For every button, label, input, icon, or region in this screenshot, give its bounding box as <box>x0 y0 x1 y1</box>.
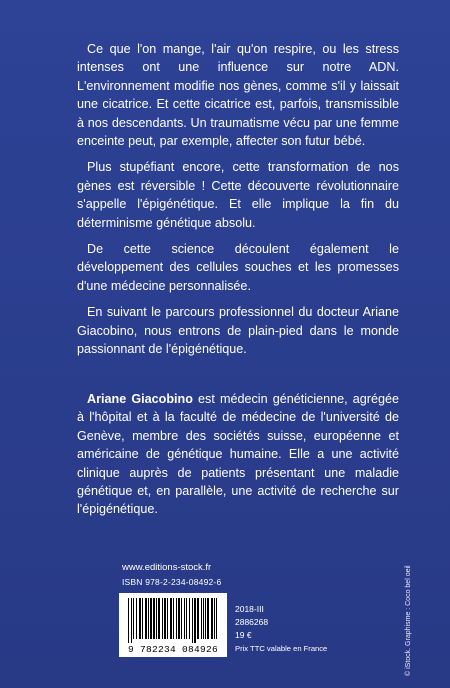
barcode <box>119 593 227 657</box>
author-bio <box>77 390 399 519</box>
back-cover-blurb <box>77 40 399 367</box>
blurb-paragraph-1: Ce que l'on mange, l'air qu'on respire, ou les stress intenses ont une influence sur notre ADN. L'environnement modifie nos gènes, comme s'il y laissait une cicatrice. Et cette cicatrice est, parfois, transmissible à nos descendants. Un traumatisme vécu par une femme enceinte peut, par exemple, affecter son futur bébé. <box>77 42 399 149</box>
publisher-website: www.editions-stock.fr <box>122 562 212 573</box>
blurb-paragraph-4: En suivant le parcours professionnel du docteur Ariane Giacobino, nous entrons de plain-pied dans le monde passionnant de l'épigénétique. <box>77 305 399 357</box>
author-bio-text: est médecin généticienne, agrégée à l'hôpital et à la faculté de médecine de l'université de Genève, membre des sociétés suisse, européenne et américaine de génétique humaine. Elle a une activité clinique auprès de patients présentant une maladie génétique et, en parallèle, une activité de recherche sur l'épigénétique. <box>77 392 399 517</box>
image-credits: © iStock. Graphisme : Coco bel oeil <box>405 565 412 676</box>
isbn-number: ISBN 978-2-234-08492-6 <box>122 577 222 587</box>
author-bio-paragraph <box>77 390 399 519</box>
edition-code: 2018-III <box>235 604 264 614</box>
author-name: Ariane Giacobino <box>87 392 193 406</box>
price-info <box>235 603 327 655</box>
price: 19 € <box>235 630 252 640</box>
reference-number: 2886268 <box>235 617 269 627</box>
blurb-paragraph-3: De cette science découlent également le développement des cellules souches et les promesses d'une médecine personnalisée. <box>77 242 399 293</box>
blurb-paragraph-2: Plus stupéfiant encore, cette transformation de nos gènes est réversible ! Cette découverte révolutionnaire s'appelle l'épigénétique. Et elle implique la fin du déterminisme génétique absolu. <box>77 160 399 230</box>
barcode-bars-icon <box>119 593 227 643</box>
price-note: Prix TTC valable en France <box>235 644 328 653</box>
barcode-digits: 9 782234 084926 <box>127 644 218 655</box>
